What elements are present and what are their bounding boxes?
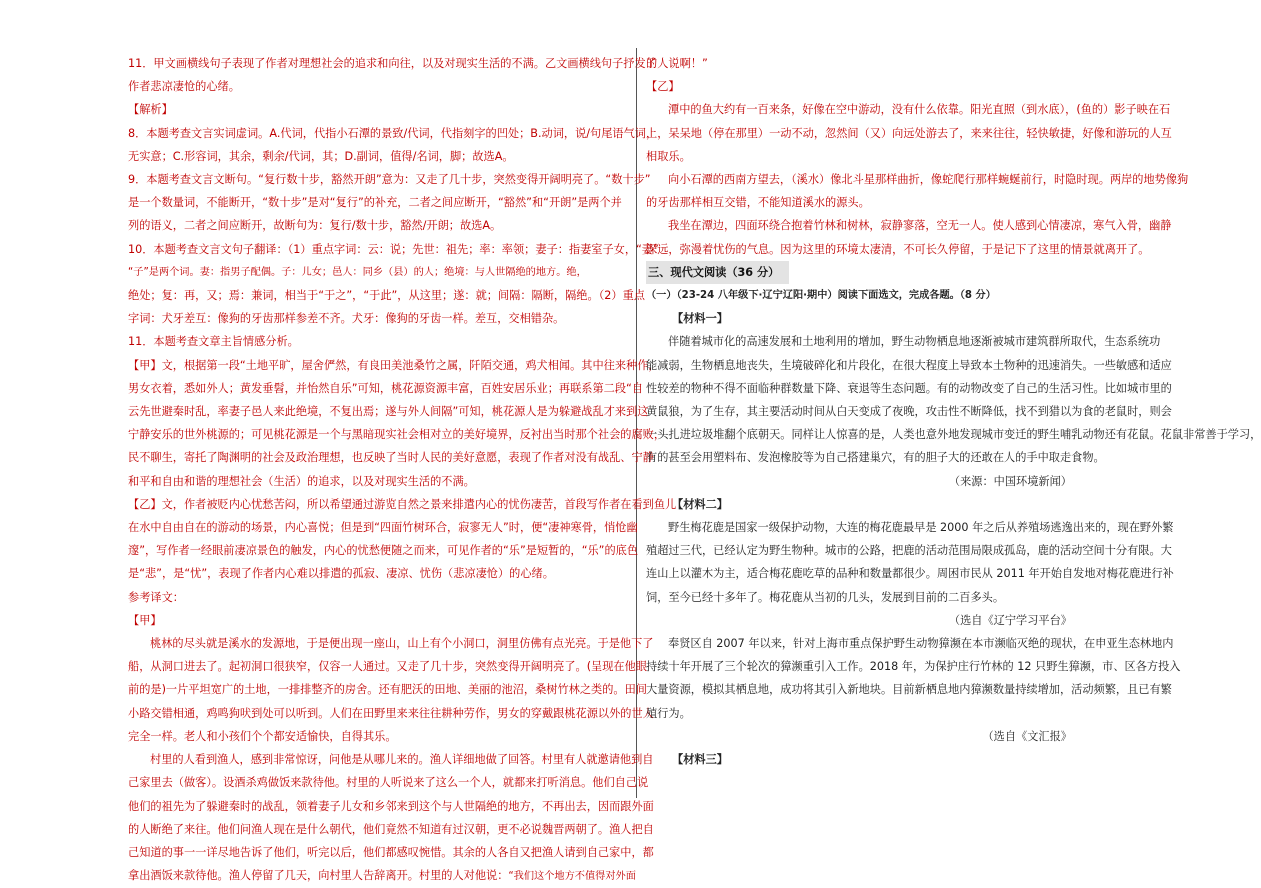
answer-9-line: 是一个数量词，不能断开，“数十步”是对“复行”的补充，二者之间应断开，“豁然”和“开朗”是两个并: [128, 196, 622, 210]
yi-translation-label: 【乙】: [646, 80, 680, 94]
q11-line: 11．甲文画横线句子表现了作者对理想社会的追求和向往，以及对现实生活的不满。乙文画横线句子抒发了: [128, 57, 657, 70]
material-1-line: 伴随着城市化的高速发展和土地利用的增加，野生动物栖息地逐渐被城市建筑群所取代，生态系统功: [668, 335, 1161, 349]
material-1-line: 黄鼠狼，为了生存，其主要活动时间从白天变成了夜晚，攻击性不断降低，找不到猎以为食的老鼠时，则会: [646, 405, 1172, 419]
jia-analysis-line: 和平和自由和谐的理想社会（生活）的追求，以及对现实生活的不满。: [128, 474, 475, 488]
translation-line: [128, 864, 636, 888]
material-2-line: 连山上以灌木为主，适合梅花鹿吃草的品种和数量都很少。周困市民从 2011 年开始自发地对梅花鹿进行补: [646, 567, 1174, 581]
material-1-label: 【材料一】: [672, 312, 728, 326]
jia-analysis-line: 男女衣着，悉如外人；黄发垂髫，并怡然自乐”可知，桃花源资源丰富，百姓安居乐业；再联系第二段“自: [128, 381, 644, 395]
analysis-label: 【解析】: [128, 103, 173, 117]
jia-analysis-line: 宁静安乐的世外桃源的；可见桃花源是一个与黑暗现实社会相对立的美好境界，反衬出当时那个社会的腐败，: [128, 428, 666, 442]
right-column: [646, 52, 1261, 771]
material-2-line: 殖超过三代，已经认定为野生物种。城市的公路，把鹿的活动范围局限成孤岛，鹿的活动空间十分有限。大: [646, 544, 1172, 558]
yi-translation-line: 我坐在潭边，四面环绕合抱着竹林和树林，寂静寥落，空无一人。使人感到心情凄凉，寒气入骨，幽静: [668, 219, 1172, 233]
answer-11-heading: 11．本题考查文章主旨情感分析。: [128, 335, 299, 349]
material-1-line: 有的甚至会用塑料布、发泡橡胶等为自己搭建巢穴，有的胆子大的还敢在人的手中取走食物。: [646, 451, 1105, 465]
translation-line: 他们的祖先为了躲避秦时的战乱，领着妻子儿女和乡邻来到这个与人世隔绝的地方，不再出去，因而跟外面: [128, 799, 654, 813]
jia-analysis-line: 【甲】文，根据第一段“土地平旷，屋舍俨然，有良田美池桑竹之属，阡陌交通，鸡犬相闻。其中往来种作，: [128, 358, 660, 372]
answer-8-line: 8．本题考查文言实词虚词。A.代词，代指小石潭的景致/代词，代指刻字的凹处；B.动词，说/句尾语气词，: [128, 126, 658, 140]
yi-translation-line: 的牙齿那样相互交错，不能知道溪水的源头。: [646, 196, 870, 210]
material-2b-line: 大量资源，模拟其栖息地，成功将其引入新地块。目前新栖息地内獐濒数量持续增加，活动频繁，且已有繁: [646, 683, 1172, 697]
material-2b-line: 殖行为。: [646, 706, 691, 720]
answer-10-line: 10．本题考查文言文句子翻译：（1）重点字词：云：说；先世：祖先；率：率领；妻子：指妻室子女，“妻”: [128, 242, 659, 256]
translation-continuation: 的人说啊！”: [646, 57, 708, 70]
yi-analysis-line: 在水中自由自在的游动的场景，内心喜悦；但是到“四面竹树环合，寂寥无人”时，便“凄神寒骨，悄怆幽: [128, 521, 638, 535]
answer-9-line: 9．本题考查文言文断句。“复行数十步，豁然开朗”意为：又走了几十步，突然变得开阔明亮了。“数十步”: [128, 173, 651, 187]
section-3-title: 三、现代文阅读（36 分）: [646, 261, 789, 284]
yi-translation-line: 相取乐。: [646, 149, 691, 163]
answer-10-line: 绝处；复：再，又；焉：兼词，相当于“于之”，“于此”，从这里；遂：就；间隔：隔断，隔绝。（2）重点: [128, 289, 645, 303]
translation-line: 船，从洞口进去了。起初洞口很狭窄，仅容一人通过。又走了几十步，突然变得开阔明亮了。(呈现在他眼: [128, 660, 647, 674]
material-2-line: 饲，至今已经十多年了。梅花鹿从当初的几头，发展到目前的二百多头。: [646, 590, 1005, 604]
yi-analysis-line: 邃”，写作者一经眼前凄凉景色的触发，内心的忧愁便随之而来，可见作者的“乐”是短暂的，“乐”的底色: [128, 544, 639, 558]
material-3-label: 【材料三】: [672, 753, 728, 767]
jia-translation-label: 【甲】: [128, 613, 162, 627]
translation-line: 小路交错相通，鸡鸣狗吠到处可以听到。人们在田野里来来往往耕种劳作，男女的穿戴跟桃花源以外的世人: [128, 706, 654, 720]
translation-quote: “我们这个地方不值得对外面: [508, 871, 636, 883]
answer-8-line: 无实意；C.形容词，其余，剩余/代词，其；D.副词，值得/名词，脚；故选A。: [128, 149, 514, 163]
material-2-label: 【材料二】: [672, 497, 728, 511]
yi-translation-line: 向小石潭的西南方望去，（溪水）像北斗星那样曲折，像蛇爬行那样蜿蜒前行，时隐时现。两岸的地势像狗: [668, 173, 1189, 187]
q11-line: 作者悲凉凄怆的心绪。: [128, 80, 240, 94]
answer-9-line: 列的语义，二者之间应断开，故断句为：复行/数十步，豁然/开朗；故选A。: [128, 219, 502, 233]
translation-line: 村里的人看到渔人，感到非常惊讶，问他是从哪儿来的。渔人详细地做了回答。村里有人就邀请他到自: [150, 753, 654, 767]
translation-line: 完全一样。老人和小孩们个个都安适愉快，自得其乐。: [128, 729, 397, 743]
material-1-line: 一头扎进垃圾堆翻个底朝天。同样让人惊喜的是，人类也意外地发现城市变迁的野生哺乳动物还有花鼠。花鼠非常善于学习，: [646, 428, 1261, 442]
material-1-line: 性较差的物种不得不面临种群数量下降、衰退等生态问题。有的动物改变了自己的生活习性。比如城市里的: [646, 381, 1172, 395]
question-subheading: （一）（23-24 八年级下·辽宁辽阳·期中）阅读下面选文，完成各题。（8 分）: [646, 290, 996, 302]
translation-line: 的人断绝了来往。他们问渔人现在是什么朝代，他们竟然不知道有过汉朝，更不必说魏晋两朝了。渔人把自: [128, 822, 654, 836]
yi-analysis-line: 【乙】文，作者被贬内心忧愁苦闷，所以希望通过游览自然之景来排遣内心的忧伤凄苦，首段写作者在看到鱼儿: [128, 497, 677, 511]
material-2-source: （选自《辽宁学习平台》: [948, 613, 1072, 627]
answer-10-line: 字词：犬牙差互：像狗的牙齿那样参差不齐。犬牙：像狗的牙齿一样。差互，交相错杂。: [128, 312, 565, 326]
material-2b-source: （选自《文汇报》: [982, 729, 1072, 743]
section-heading: [646, 261, 1072, 284]
jia-analysis-line: 民不聊生，寄托了陶渊明的社会及政治理想，也反映了当时人民的美好意愿，表现了作者对没有战乱、宁静: [128, 451, 654, 465]
translation-line: 己知道的事一一详尽地告诉了他们，听完以后，他们都感叹惋惜。其余的人各自又把渔人请到自己家中，都: [128, 845, 654, 859]
yi-translation-line: 潭中的鱼大约有一百来条，好像在空中游动，没有什么依靠。阳光直照（到水底），(鱼的）影子映在石: [668, 103, 1171, 117]
reference-translation-label: 参考译文：: [128, 590, 184, 604]
translation-line: 桃林的尽头就是溪水的发源地，于是便出现一座山，山上有个小洞口，洞里仿佛有点光亮。于是他下了: [150, 637, 654, 651]
answer-10-line: “子”是两个词。妻：指男子配偶。子：儿女；邑人：同乡（县）的人；绝境：与人世隔绝的地方。绝，: [128, 266, 587, 278]
yi-translation-line: 上，呆呆地（停在那里）一动不动，忽然间（又）向远处游去了，来来往往，轻快敏捷，好像和游玩的人互: [646, 126, 1172, 140]
material-1-line: 能减弱，生物栖息地丧失，生境破碎化和片段化，在很大程度上导致本土物种的迅速消失。一些敏感和适应: [646, 358, 1172, 372]
yi-analysis-line: 是“悲”，是“忧”，表现了作者内心难以排遣的孤寂、凄凉、忧伤（悲凉凄怆）的心绪。: [128, 567, 554, 581]
translation-text: 拿出酒饭来款待他。渔人停留了几天，向村里人告辞离开。村里的人对他说：: [128, 869, 509, 883]
translation-line: 己家里去（做客）。设酒杀鸡做饭来款待他。村里的人听说来了这么一个人，就都来打听消息。他们自己说: [128, 776, 649, 790]
material-1-source: （来源：中国环境新闻）: [948, 474, 1072, 488]
translation-line: 前的是)一片平坦宽广的土地，一排排整齐的房舍。还有肥沃的田地、美丽的池沼，桑树竹林之类的。田间: [128, 683, 647, 697]
material-2-line: 野生梅花鹿是国家一级保护动物，大连的梅花鹿最早是 2000 年之后从养殖场逃逸出来的，现在野外繁: [668, 521, 1174, 535]
material-2b-line: 持续十年开展了三个轮次的獐濒重引入工作。2018 年，为保护庄行竹林的 12 只野生獐濒，市、区各方投入: [646, 660, 1181, 674]
material-2b-line: 奉贤区自 2007 年以来，针对上海市重点保护野生动物獐濒在本市濒临灭绝的现状，在申亚生态林地内: [668, 637, 1174, 651]
yi-translation-line: 深远，弥漫着忧伤的气息。因为这里的环境太凄清，不可长久停留，于是记下了这里的情景就离开了。: [646, 242, 1150, 256]
jia-analysis-line: 云先世避秦时乱，率妻子邑人来此绝境，不复出焉；遂与外人间隔”可知，桃花源人是为躲避战乱才来到这: [128, 405, 649, 419]
